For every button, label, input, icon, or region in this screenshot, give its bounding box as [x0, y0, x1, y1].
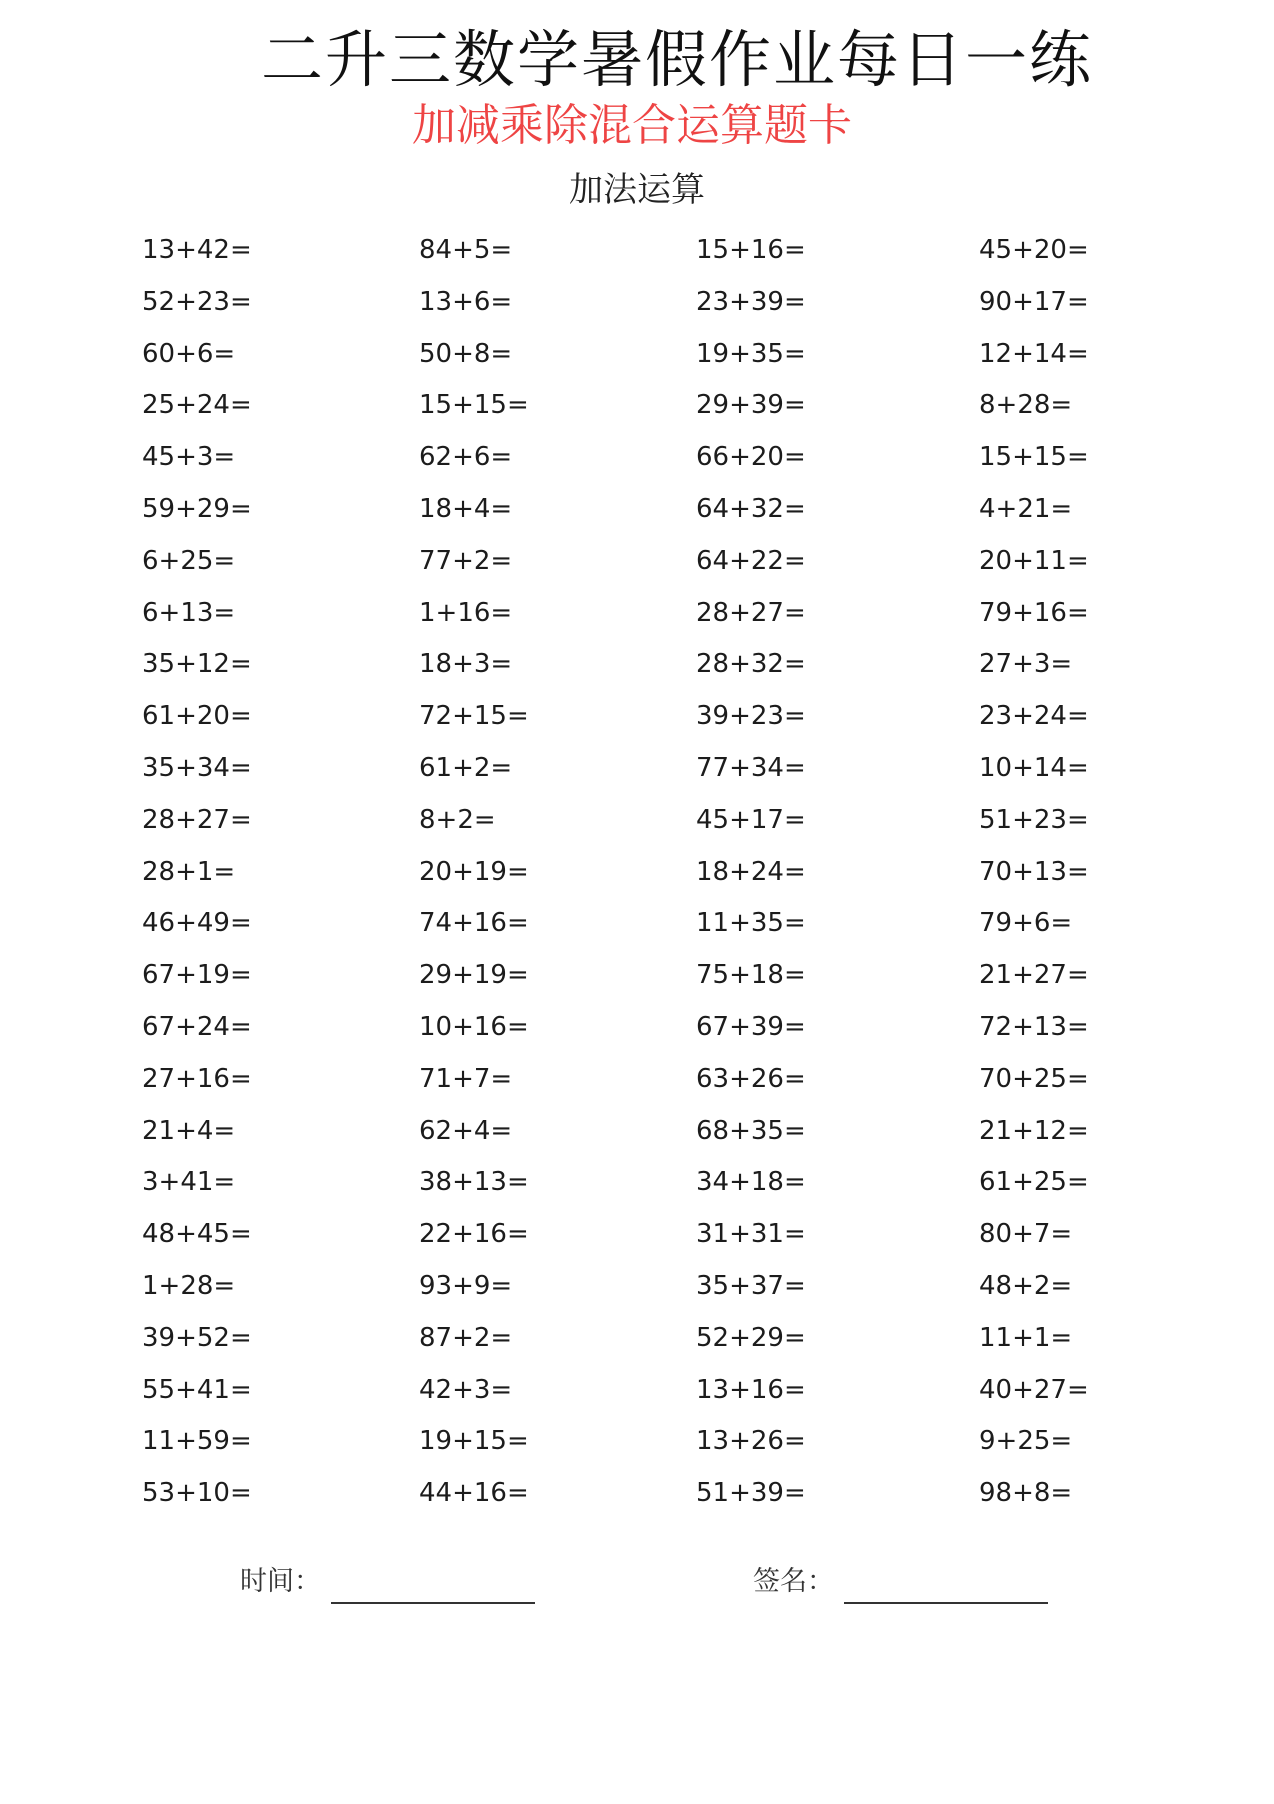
math-problem: 70+25= — [979, 1063, 1089, 1094]
math-problem: 90+17= — [979, 286, 1089, 317]
math-problem: 11+59= — [142, 1426, 252, 1457]
math-problem: 21+12= — [979, 1115, 1089, 1146]
math-problem: 29+19= — [419, 960, 529, 991]
math-problem: 52+29= — [696, 1322, 806, 1353]
math-problem: 60+6= — [142, 338, 236, 369]
math-problem: 10+14= — [979, 752, 1089, 783]
math-problem: 15+15= — [979, 442, 1089, 473]
math-problem: 13+16= — [696, 1374, 806, 1405]
math-problem: 6+25= — [142, 545, 236, 576]
math-problem: 67+24= — [142, 1011, 252, 1042]
math-problem: 45+3= — [142, 442, 236, 473]
math-problem: 18+4= — [419, 493, 513, 524]
math-problem: 67+39= — [696, 1011, 806, 1042]
math-problem: 15+16= — [696, 235, 806, 265]
math-problem: 64+22= — [696, 545, 806, 576]
math-problem: 35+34= — [142, 752, 252, 783]
footer — [0, 1560, 1274, 1610]
math-problem: 20+19= — [419, 856, 529, 887]
math-problem: 28+27= — [142, 804, 252, 835]
math-problem: 18+3= — [419, 649, 513, 680]
math-problem: 23+39= — [696, 286, 806, 317]
math-problem: 6+13= — [142, 597, 236, 628]
math-problem: 39+23= — [696, 701, 806, 732]
section-heading: 加法运算 — [569, 170, 705, 210]
math-problem: 20+11= — [979, 545, 1089, 576]
math-problem: 48+45= — [142, 1219, 252, 1250]
problem-grid — [142, 228, 1102, 1523]
math-problem: 80+7= — [979, 1219, 1073, 1250]
time-label: 时间： — [240, 1566, 321, 1597]
math-problem: 31+31= — [696, 1219, 806, 1250]
math-problem: 66+20= — [696, 442, 806, 473]
math-problem: 1+28= — [142, 1270, 236, 1301]
math-problem: 52+23= — [142, 286, 252, 317]
math-problem: 8+28= — [979, 390, 1073, 421]
math-problem: 68+35= — [696, 1115, 806, 1146]
math-problem: 51+39= — [696, 1478, 806, 1509]
math-problem: 8+2= — [419, 804, 496, 835]
math-problem: 19+15= — [419, 1426, 529, 1457]
math-problem: 13+6= — [419, 286, 513, 317]
math-problem: 35+12= — [142, 649, 252, 680]
math-problem: 45+20= — [979, 235, 1089, 265]
math-problem: 40+27= — [979, 1374, 1089, 1405]
math-problem: 63+26= — [696, 1063, 806, 1094]
math-problem: 42+3= — [419, 1374, 513, 1405]
math-problem: 67+19= — [142, 960, 252, 991]
math-problem: 62+6= — [419, 442, 513, 473]
math-problem: 70+13= — [979, 856, 1089, 887]
time-blank-line — [331, 1570, 535, 1604]
math-problem: 98+8= — [979, 1478, 1073, 1509]
math-problem: 1+16= — [419, 597, 513, 628]
math-problem: 51+23= — [979, 804, 1089, 835]
math-problem: 87+2= — [419, 1322, 513, 1353]
math-problem: 77+2= — [419, 545, 513, 576]
math-problem: 61+2= — [419, 752, 513, 783]
math-problem: 13+42= — [142, 235, 252, 265]
math-problem: 25+24= — [142, 390, 252, 421]
math-problem: 64+32= — [696, 493, 806, 524]
math-problem: 34+18= — [696, 1167, 806, 1198]
signature-blank-line — [844, 1570, 1048, 1604]
math-problem: 10+16= — [419, 1011, 529, 1042]
math-problem: 28+27= — [696, 597, 806, 628]
math-problem: 11+35= — [696, 908, 806, 939]
math-problem: 93+9= — [419, 1270, 513, 1301]
math-problem: 48+2= — [979, 1270, 1073, 1301]
math-problem: 79+6= — [979, 908, 1073, 939]
math-problem: 22+16= — [419, 1219, 529, 1250]
math-problem: 45+17= — [696, 804, 806, 835]
signature-label: 签名： — [753, 1566, 834, 1597]
math-problem: 72+13= — [979, 1011, 1089, 1042]
page-subtitle: 加减乘除混合运算题卡 — [412, 100, 852, 151]
math-problem: 27+3= — [979, 649, 1073, 680]
math-problem: 11+1= — [979, 1322, 1073, 1353]
math-problem: 61+20= — [142, 701, 252, 732]
math-problem: 18+24= — [696, 856, 806, 887]
math-problem: 3+41= — [142, 1167, 236, 1198]
math-problem: 53+10= — [142, 1478, 252, 1509]
time-field — [240, 1560, 535, 1604]
math-problem: 9+25= — [979, 1426, 1073, 1457]
math-problem: 62+4= — [419, 1115, 513, 1146]
math-problem: 72+15= — [419, 701, 529, 732]
math-problem: 74+16= — [419, 908, 529, 939]
math-problem: 21+4= — [142, 1115, 236, 1146]
math-problem: 28+32= — [696, 649, 806, 680]
math-problem: 55+41= — [142, 1374, 252, 1405]
math-problem: 46+49= — [142, 908, 252, 939]
math-problem: 71+7= — [419, 1063, 513, 1094]
math-problem: 44+16= — [419, 1478, 529, 1509]
math-problem: 12+14= — [979, 338, 1089, 369]
math-problem: 15+15= — [419, 390, 529, 421]
signature-field — [753, 1560, 1048, 1604]
math-problem: 19+35= — [696, 338, 806, 369]
page-title: 二升三数学暑假作业每日一练 — [260, 23, 1093, 96]
math-problem: 27+16= — [142, 1063, 252, 1094]
math-problem: 29+39= — [696, 390, 806, 421]
math-problem: 38+13= — [419, 1167, 529, 1198]
math-problem: 39+52= — [142, 1322, 252, 1353]
math-problem: 84+5= — [419, 235, 513, 265]
math-problem: 77+34= — [696, 752, 806, 783]
math-problem: 13+26= — [696, 1426, 806, 1457]
math-problem: 50+8= — [419, 338, 513, 369]
math-problem: 79+16= — [979, 597, 1089, 628]
math-problem: 21+27= — [979, 960, 1089, 991]
math-problem: 75+18= — [696, 960, 806, 991]
math-problem: 23+24= — [979, 701, 1089, 732]
math-problem: 28+1= — [142, 856, 236, 887]
math-problem: 35+37= — [696, 1270, 806, 1301]
math-problem: 59+29= — [142, 493, 252, 524]
math-problem: 61+25= — [979, 1167, 1089, 1198]
math-problem: 4+21= — [979, 493, 1073, 524]
